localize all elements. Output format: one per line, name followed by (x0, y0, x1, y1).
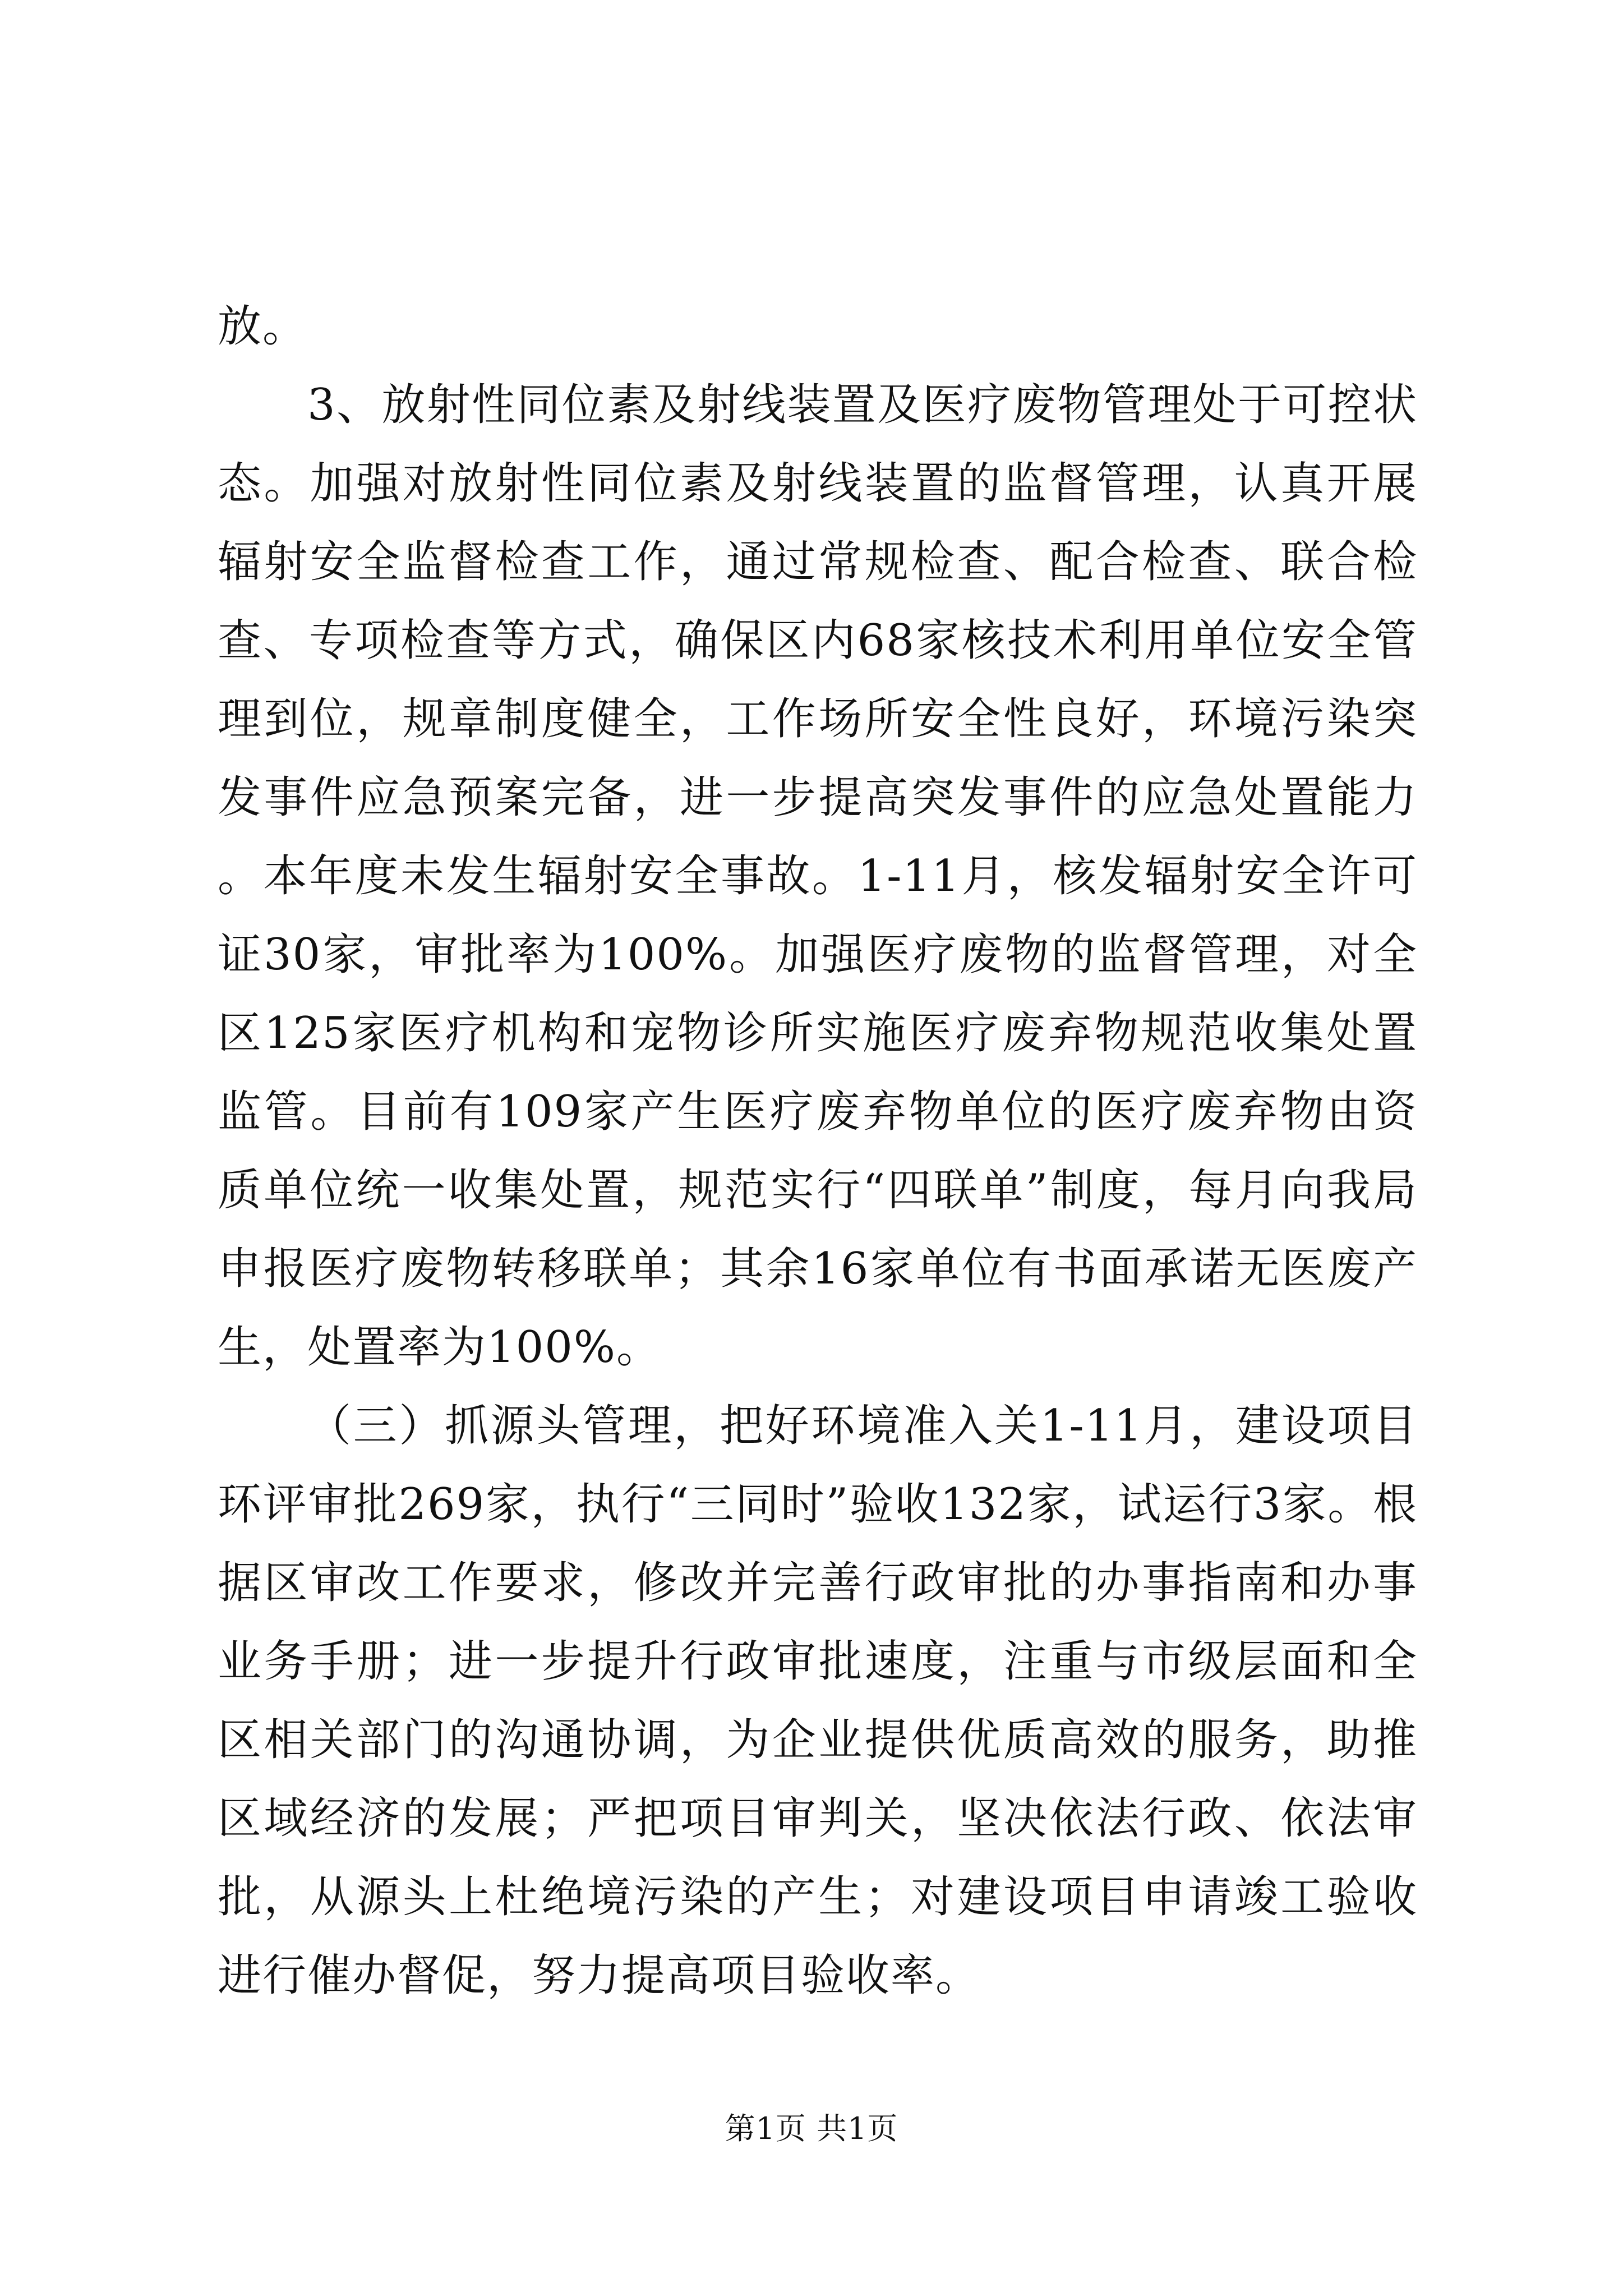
paragraph-source-management: （三）抓源头管理，把好环境准入关1-11月，建设项目环评审批269家，执行“三同时”验收132家，试运行3家。根据区审改工作要求，修改并完善行政审批的办事指南和办事业务手册；进一步提升行政审批速度，注重与市级层面和全区相关部门的沟通协调，为企业提供优质高效的服务，助推区域经济的发展；严把项目审判关，坚决依法行政、依法审批，从源头上杜绝境污染的产生；对建设项目申请竣工验收进行催办督促，努力提高项目验收率。 (218, 1401, 1418, 2001)
page-footer: 第1页 共1页 (725, 2111, 898, 2146)
paragraph-continuation: 放。 (218, 301, 308, 352)
document-body (218, 287, 1418, 2015)
paragraph-radiation-medical-waste: 3、放射性同位素及射线装置及医疗废物管理处于可控状态。加强对放射性同位素及射线装置的监督管理，认真开展辐射安全监督检查工作，通过常规检查、配合检查、联合检查、专项检查等方式，确保区内68家核技术利用单位安全管理到位，规章制度健全，工作场所安全性良好，环境污染突发事件应急预案完备，进一步提高突发事件的应急处置能力。本年度未发生辐射安全事故。1-11月，核发辐射安全许可证30家，审批率为100%。加强医疗废物的监督管理，对全区125家医疗机构和宠物诊所实施医疗废弃物规范收集处置监管。目前有109家产生医疗废弃物单位的医疗废弃物由资质单位统一收集处置，规范实行“四联单”制度，每月向我局申报医疗废物转移联单；其余16家单位有书面承诺无医废产生，处置率为100%。 (218, 380, 1418, 1373)
